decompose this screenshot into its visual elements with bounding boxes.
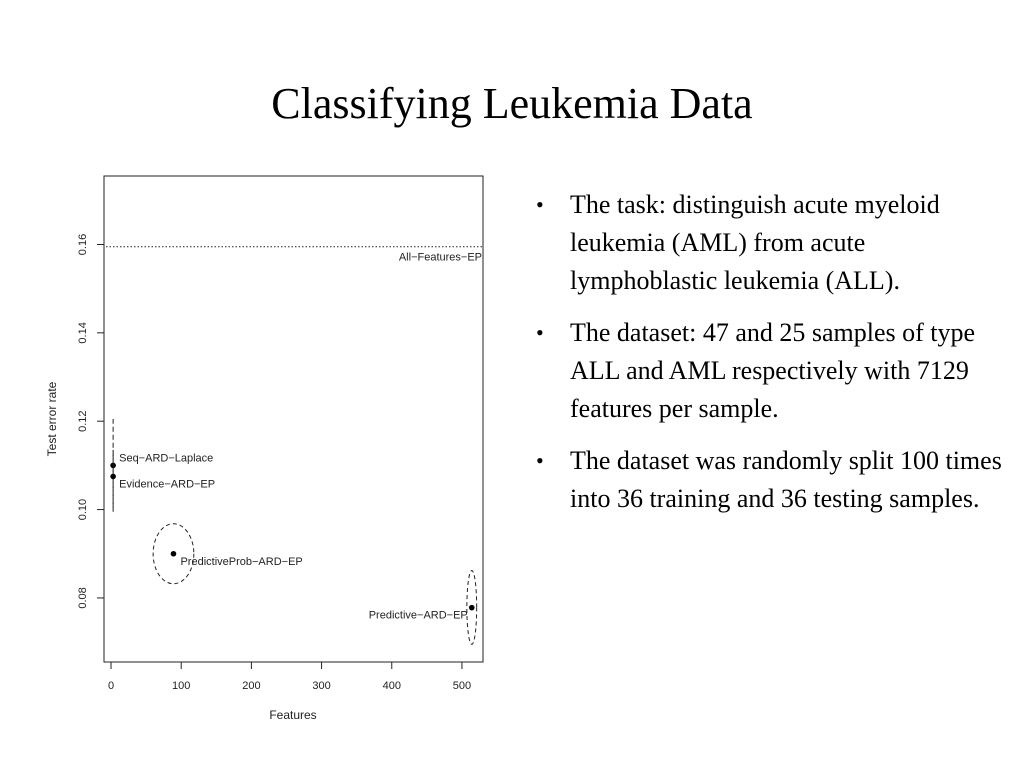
point-label: Evidence−ARD−EP (119, 478, 216, 491)
y-axis (45, 234, 104, 609)
plot-frame (104, 176, 483, 662)
scatter-plot (0, 0, 500, 768)
reference-line-label: All−Features−EP (398, 251, 482, 264)
bullet-dot-icon: • (536, 448, 544, 473)
bullet-dot-icon: • (536, 320, 544, 345)
x-tick-label: 200 (242, 680, 261, 692)
y-tick-label: 0.14 (77, 322, 89, 344)
bullet-dot-icon: • (536, 192, 544, 217)
slide-title: Classifying Leukemia Data (271, 79, 753, 128)
point-label: Predictive−ARD−EP (368, 609, 468, 622)
bullet-item (534, 442, 1004, 518)
bullet-item (534, 186, 1004, 300)
bullet-list (534, 186, 1004, 532)
y-tick-label: 0.08 (77, 587, 89, 609)
y-tick-label: 0.10 (77, 498, 90, 521)
x-tick-label: 0 (107, 680, 115, 692)
point-label: PredictiveProb−ARD−EP (180, 555, 303, 568)
point-label: Seq−ARD−Laplace (119, 452, 214, 465)
y-tick-label: 0.16 (77, 233, 89, 256)
bullet-text: The task: distinguish acute myeloid leukemia (AML) from acute lymphoblastic leukemia (ALL). (570, 190, 940, 295)
bullet-item (534, 314, 1004, 428)
y-tick-label: 0.12 (77, 410, 89, 432)
bullet-text: The dataset: 47 and 25 samples of type ALL and AML respectively with 7129 features per sample. (570, 318, 976, 423)
x-axis (108, 662, 471, 722)
reference-line-group (106, 247, 482, 264)
x-axis-label: Features (269, 708, 317, 722)
x-tick-label: 100 (172, 680, 191, 692)
x-tick-label: 300 (312, 680, 331, 692)
bullet-text: The dataset was randomly split 100 times into 36 training and 36 testing samples. (570, 446, 1002, 513)
x-tick-label: 400 (382, 680, 401, 692)
x-tick-label: 500 (452, 680, 472, 692)
y-axis-label: Test error rate (45, 381, 59, 457)
data-point (469, 605, 475, 611)
data-point (171, 551, 177, 557)
points-group (110, 419, 476, 644)
data-point (110, 474, 116, 480)
